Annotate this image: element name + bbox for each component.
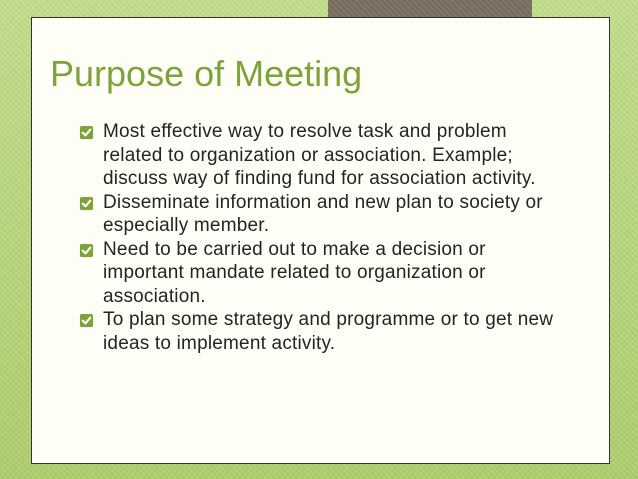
bullet-text: Most effective way to resolve task and problem related to organization or association. Example; discuss way of finding fund for association activity. bbox=[103, 121, 536, 189]
bullet-item bbox=[77, 120, 557, 191]
checkbox-check-icon bbox=[79, 196, 94, 211]
checkbox-check-icon bbox=[79, 243, 94, 258]
bullet-text: To plan some strategy and programme or to get new ideas to implement activity. bbox=[103, 309, 554, 354]
bullet-item bbox=[77, 238, 557, 309]
checkbox-check-icon bbox=[79, 313, 94, 328]
bullet-item bbox=[77, 308, 557, 355]
checkbox-check-icon bbox=[79, 125, 94, 140]
bullet-text: Disseminate information and new plan to society or especially member. bbox=[103, 191, 543, 236]
slide-title: Purpose of Meeting bbox=[50, 53, 363, 94]
bullet-text: Need to be carried out to make a decision or important mandate related to organization or association. bbox=[103, 238, 486, 307]
bullet-list bbox=[77, 120, 557, 355]
bullet-item bbox=[77, 191, 557, 238]
